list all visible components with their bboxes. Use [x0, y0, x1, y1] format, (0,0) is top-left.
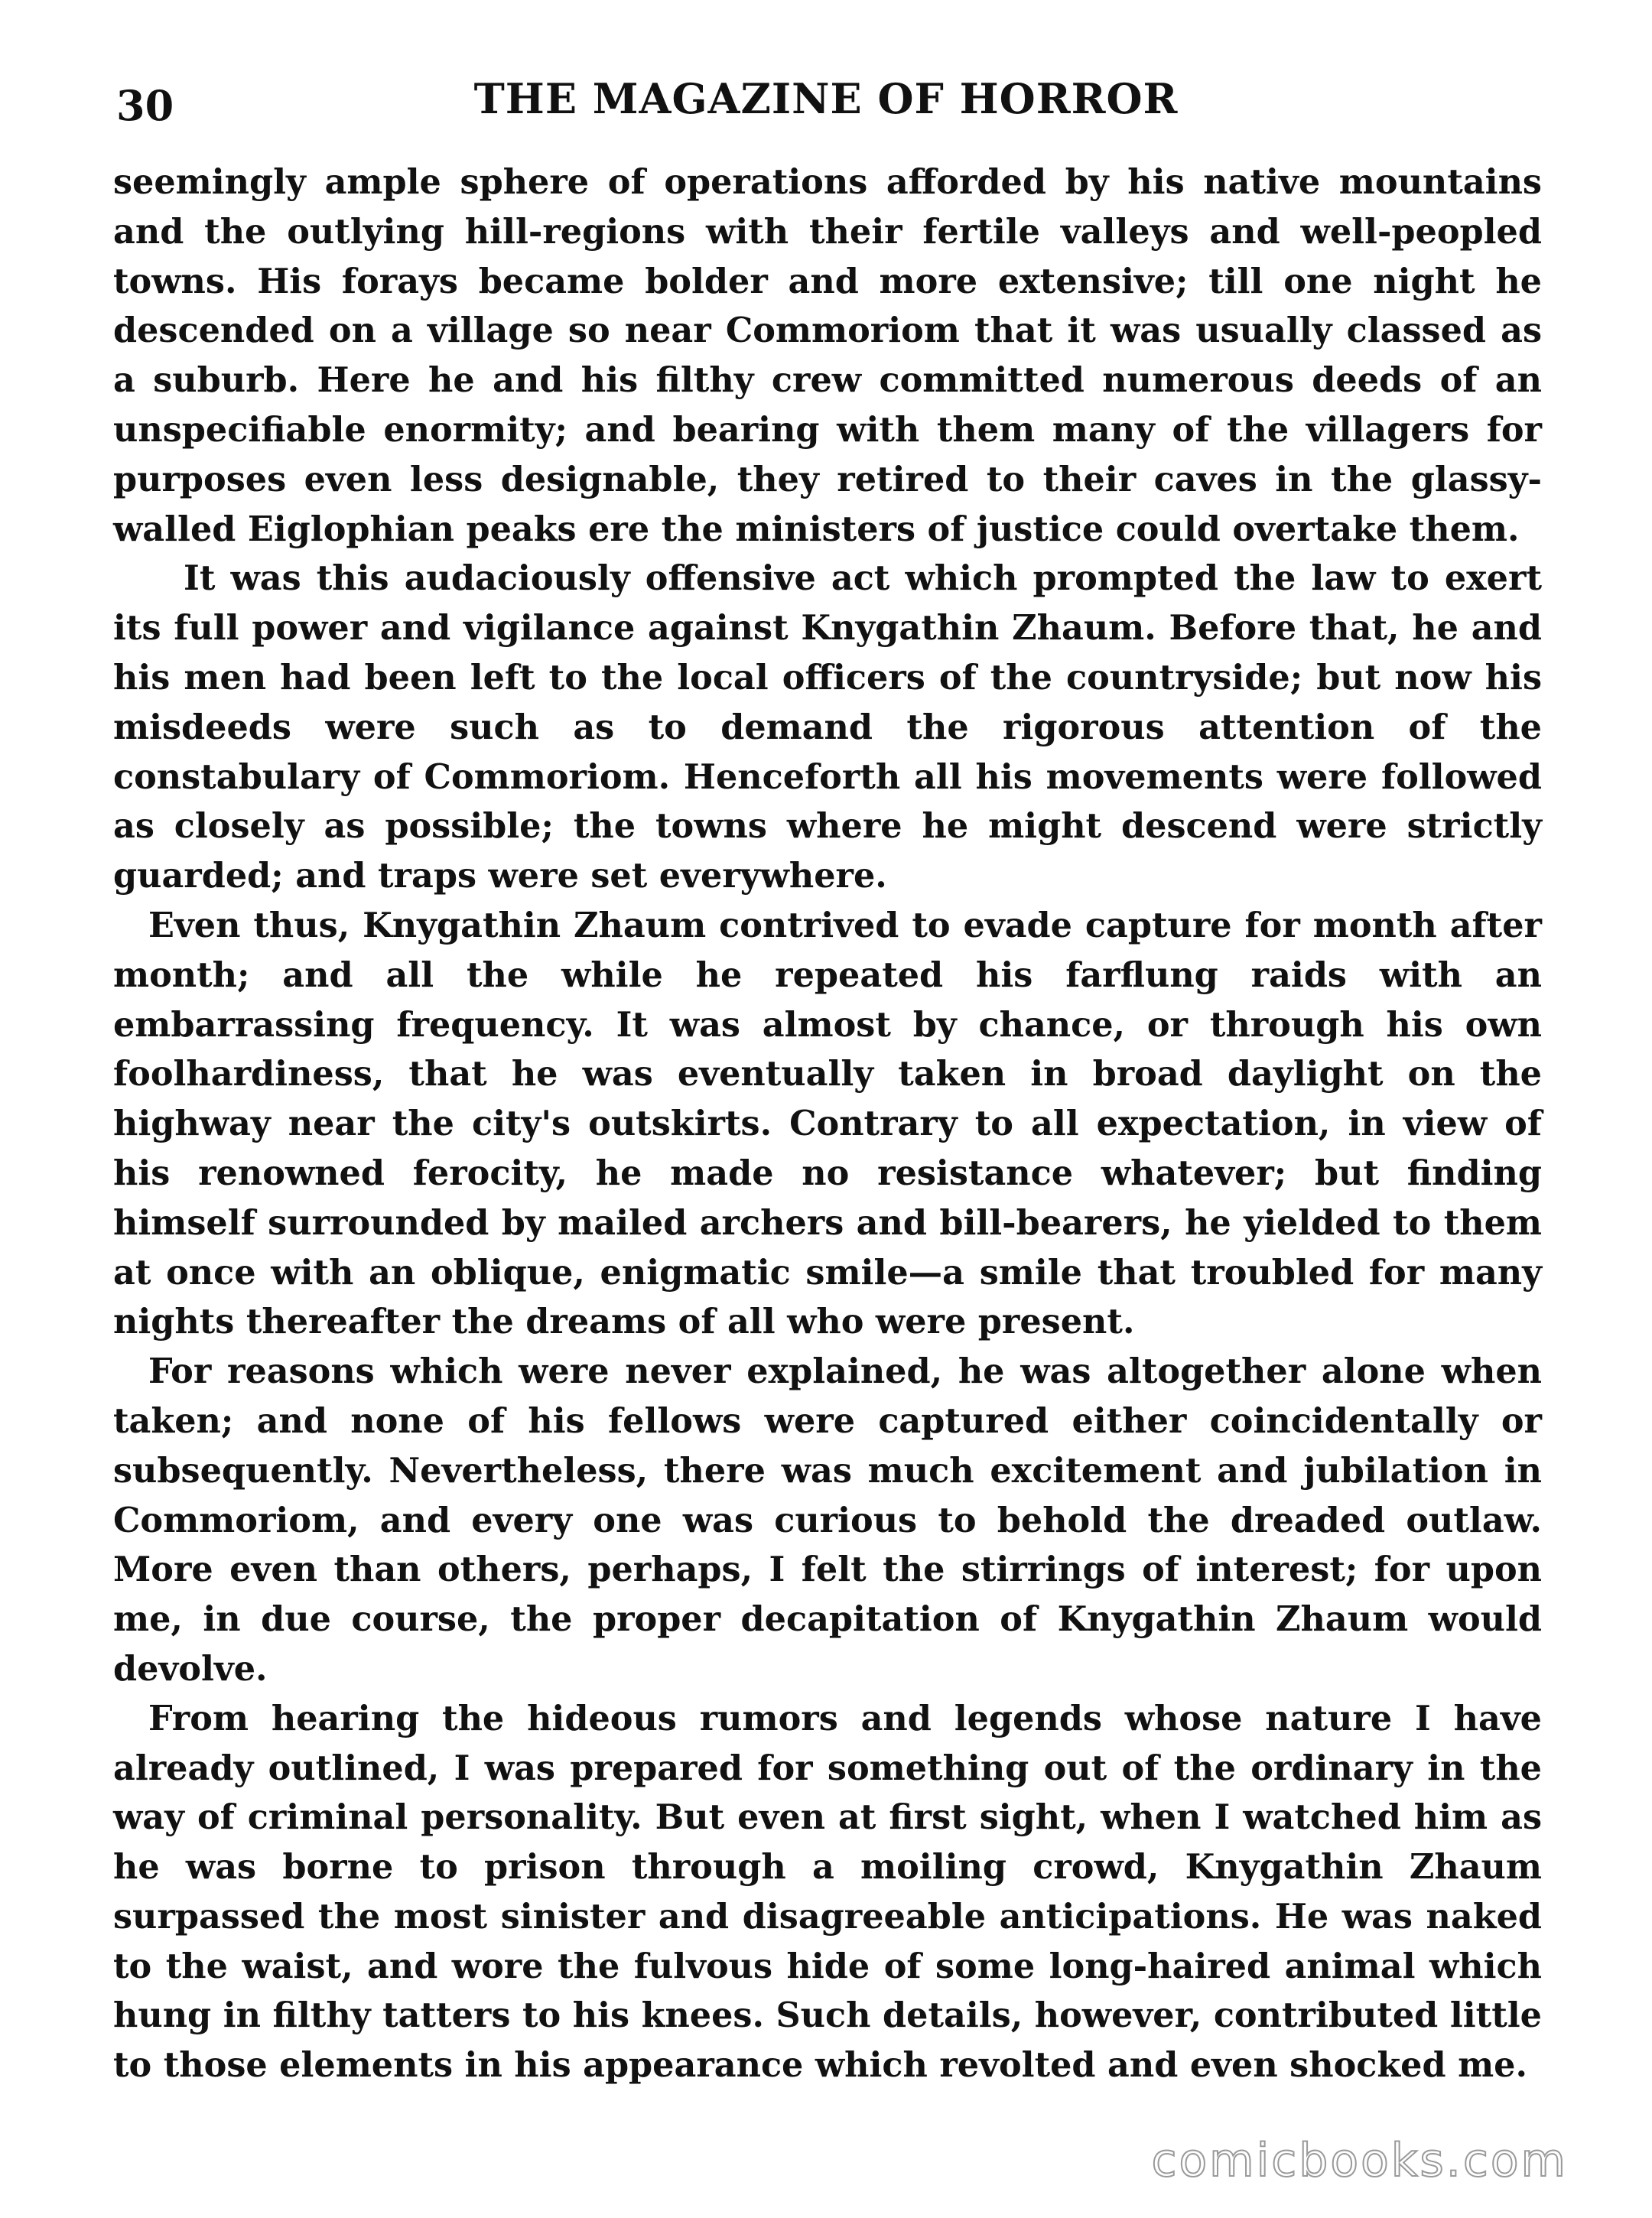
page-number: 30	[116, 81, 174, 130]
paragraph-continued: seemingly ample sphere of operations afforded by his native mountains and the outlying hill-regions with their fertile valleys and well-peopled towns. His forays became bolder and more extensive; till one night he descended on a village so near Commoriom that it was usually classed as a suburb. Here he and his filthy crew committed numerous deeds of an unspecifiable enormity; and bearing with them many of the villagers for purposes even less designable, they retired to their caves in the glassy-walled Eiglophian peaks ere the ministers of justice could overtake them.	[113, 162, 1542, 549]
running-title: THE MAGAZINE OF HORROR	[473, 74, 1179, 123]
paragraph: Even thus, Knygathin Zhaum contrived to evade capture for month after month; and all the while he repeated his farflung raids with an embarrassing frequency. It was almost by chance, or through his own foolhardiness, that he was eventually taken in broad daylight on the highway near the city's outskirts. Contrary to all expectation, in view of his renowned ferocity, he made no resistance whatever; but finding himself surrounded by mailed archers and bill-bearers, he yielded to them at once with an oblique, enigmatic smile—a smile that troubled for many nights thereafter the dreams of all who were present.	[113, 905, 1542, 1342]
paragraph: For reasons which were never explained, he was altogether alone when taken; and none of his fellows were captured either coincidentally or subsequently. Nevertheless, there was much excitement and jubilation in Commoriom, and every one was curious to behold the dreaded outlaw. More even than others, perhaps, I felt the stirrings of interest; for upon me, in due course, the proper decapitation of Knygathin Zhaum would devolve.	[113, 1351, 1542, 1689]
paragraph: It was this audaciously offensive act which prompted the law to exert its full power and vigilance against Knygathin Zhaum. Before that, he and his men had been left to the local officers of the countryside; but now his misdeeds were such as to demand the rigorous attention of the constabulary of Commoriom. Henceforth all his movements were followed as closely as possible; the towns where he might descend were strictly guarded; and traps were set everywhere.	[113, 558, 1542, 896]
site-watermark: comicbooks.com	[1151, 2134, 1568, 2187]
paragraph: From hearing the hideous rumors and legends whose nature I have already outlined, I was prepared for something out of the ordinary in the way of criminal personality. But even at first sight, when I watched him as he was borne to prison through a moiling crowd, Knygathin Zhaum surpassed the most sinister and disagreeable anticipations. He was naked to the waist, and wore the fulvous hide of some long-haired animal which hung in filthy tatters to his knees. Such details, however, contributed little to those elements in his appearance which revolted and even shocked me.	[113, 1698, 1542, 2086]
story-text	[113, 158, 1542, 2090]
